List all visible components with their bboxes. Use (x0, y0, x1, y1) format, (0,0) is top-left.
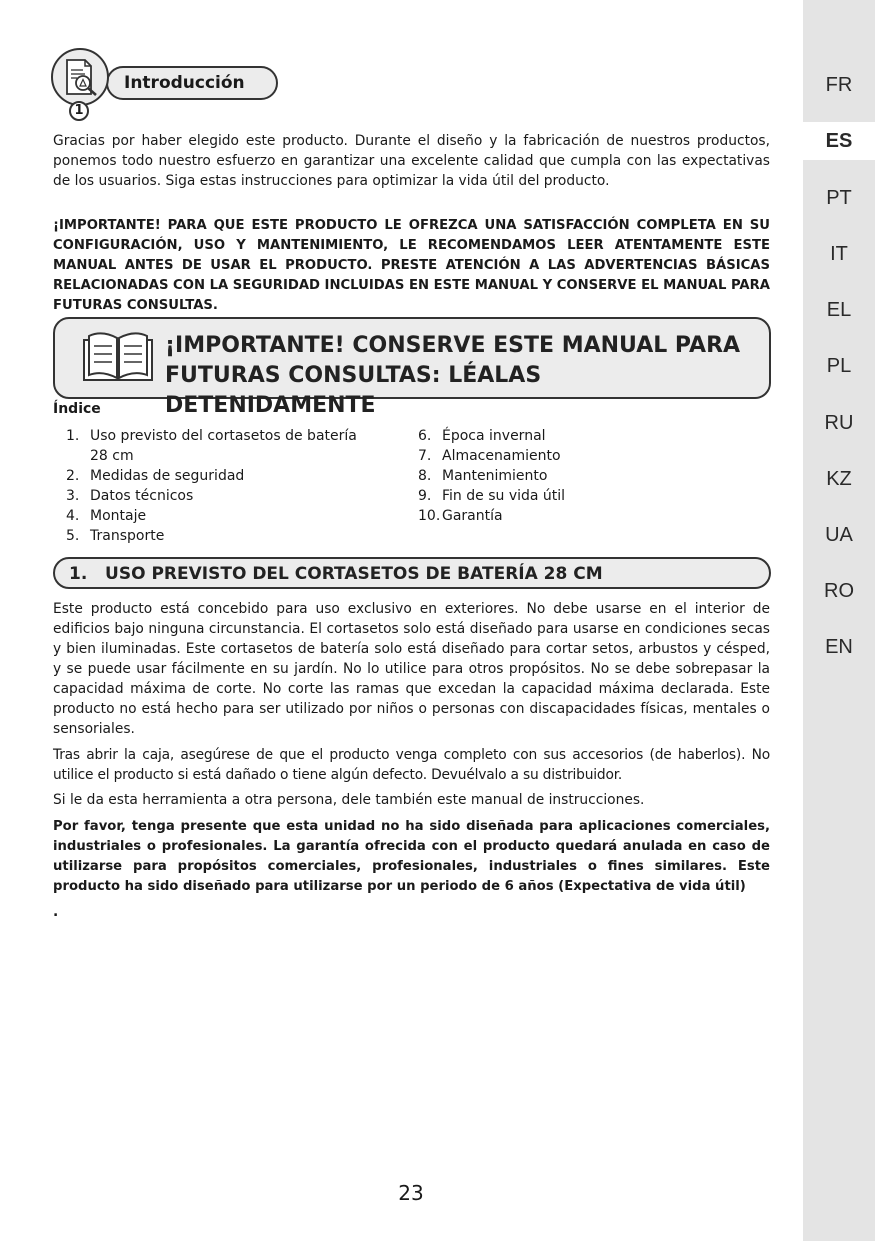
lang-ru[interactable]: RU (824, 412, 854, 434)
index-item-number: 10. (418, 508, 441, 524)
lang-el[interactable]: EL (826, 299, 852, 321)
index-item-label: Garantía (442, 508, 503, 524)
section-1-paragraph-4: Por favor, tenga presente que esta unidad no ha sido diseñada para aplicaciones comerciales, industriales o profesionales. La garantía ofrecida con el producto quedará anulada en caso de utilizarse para propósitos comerciales, profesionales, industriales o fines similares. Este producto ha sido diseñado para utilizarse por un periodo de 6 años (Expectativa de vida útil) (53, 819, 770, 894)
lang-kz[interactable]: KZ (826, 468, 852, 490)
open-book-icon (82, 330, 154, 386)
index-item-label: Mantenimiento (442, 468, 548, 484)
lang-fr[interactable]: FR (825, 74, 853, 96)
section-1-paragraph-2: Tras abrir la caja, asegúrese de que el producto venga completo con sus accesorios (de haberlos). No utilice el producto si está dañado o tiene algún defecto. Devuélvalo a su distribuidor. (53, 747, 770, 783)
notice-line-2: FUTURAS CONSULTAS: LÉALAS DETENIDAMENTE (165, 363, 542, 418)
index-item-number: 2. (66, 468, 80, 484)
lang-ua[interactable]: UA (825, 524, 853, 546)
section-1-paragraph-1: Este producto está concebido para uso exclusivo en exteriores. No debe usarse en el interior de edificios bajo ninguna circunstancia. El cortasetos solo está diseñado para usarse en condiciones secas y bien iluminadas. Este cortasetos de batería solo está diseñado para cortar setos, arbustos y césped, y se puede usar fácilmente en su jardín. No lo utilice para otros propósitos. No se debe sobrepasar la capacidad máxima de corte. No corte las ramas que excedan la capacidad máxima declarada. Este producto no está hecho para ser utilizado por niños o personas con discapacidades físicas, mentales o sensoriales. (53, 601, 770, 737)
index-item-label-continued: 28 cm (90, 448, 134, 464)
notice-text (165, 331, 755, 421)
index-item-label: Medidas de seguridad (90, 468, 245, 484)
section-1-paragraph-3: Si le da esta herramienta a otra persona, dele también este manual de instrucciones. (53, 792, 645, 808)
index-item-number: 5. (66, 528, 80, 544)
page-title: Introducción (124, 73, 245, 93)
important-paragraph: ¡IMPORTANTE! PARA QUE ESTE PRODUCTO LE OFREZCA UNA SATISFACCIÓN COMPLETA EN SU CONFIGURACIÓN, USO Y MANTENIMIENTO, LE RECOMENDAMOS LEER ATENTAMENTE ESTE MANUAL ANTES DE USAR EL PRODUCTO. PRESTE ATENCIÓN A LAS ADVERTENCIAS BÁSICAS RELACIONADAS CON LA SEGURIDAD INCLUIDAS EN ESTE MANUAL Y CONSERVE EL MANUAL PARA FUTURAS CONSULTAS. (53, 218, 771, 313)
index-item-label: Transporte (90, 528, 165, 544)
section-number: 1 (69, 101, 89, 121)
lang-es[interactable]: ES (803, 122, 875, 160)
lang-pl[interactable]: PL (826, 355, 852, 377)
index-title: Índice (53, 401, 101, 417)
section-1-header (53, 557, 771, 589)
index-item-number: 8. (418, 468, 432, 484)
index-item-number: 7. (418, 448, 432, 464)
index-item-number: 6. (418, 428, 432, 444)
index-item-label: Uso previsto del cortasetos de batería (90, 428, 357, 444)
lang-ro[interactable]: RO (824, 580, 854, 602)
index-item-label: Fin de su vida útil (442, 488, 566, 504)
lang-pt[interactable]: PT (826, 187, 852, 209)
index-item-label: Montaje (90, 508, 147, 524)
index-item-number: 3. (66, 488, 80, 504)
index-item-label: Almacenamiento (442, 448, 561, 464)
index-item-label: Datos técnicos (90, 488, 194, 504)
lang-it[interactable]: IT (830, 243, 848, 265)
index-item-number: 4. (66, 508, 80, 524)
index-item-label: Época invernal (442, 428, 546, 444)
manual-inspection-icon (63, 58, 99, 98)
notice-line-1: ¡IMPORTANTE! CONSERVE ESTE MANUAL PARA (165, 333, 741, 358)
header-badge (51, 48, 109, 106)
index-item-number: 9. (418, 488, 432, 504)
section-1-trailing: . (53, 904, 59, 920)
index-item-number: 1. (66, 428, 80, 444)
section-1-title: 1. USO PREVISTO DEL CORTASETOS DE BATERÍA 28 CM (69, 564, 603, 584)
lang-en[interactable]: EN (825, 636, 853, 658)
intro-paragraph: Gracias por haber elegido este producto. Durante el diseño y la fabricación de nuestros productos, ponemos todo nuestro esfuerzo en garantizar una excelente calidad que cumpla con las expectativas de los usuarios. Siga estas instrucciones para optimizar la vida útil del producto. (53, 133, 770, 189)
language-sidebar (803, 0, 875, 1241)
page-number: 23 (398, 1181, 424, 1205)
section-header (106, 66, 278, 100)
